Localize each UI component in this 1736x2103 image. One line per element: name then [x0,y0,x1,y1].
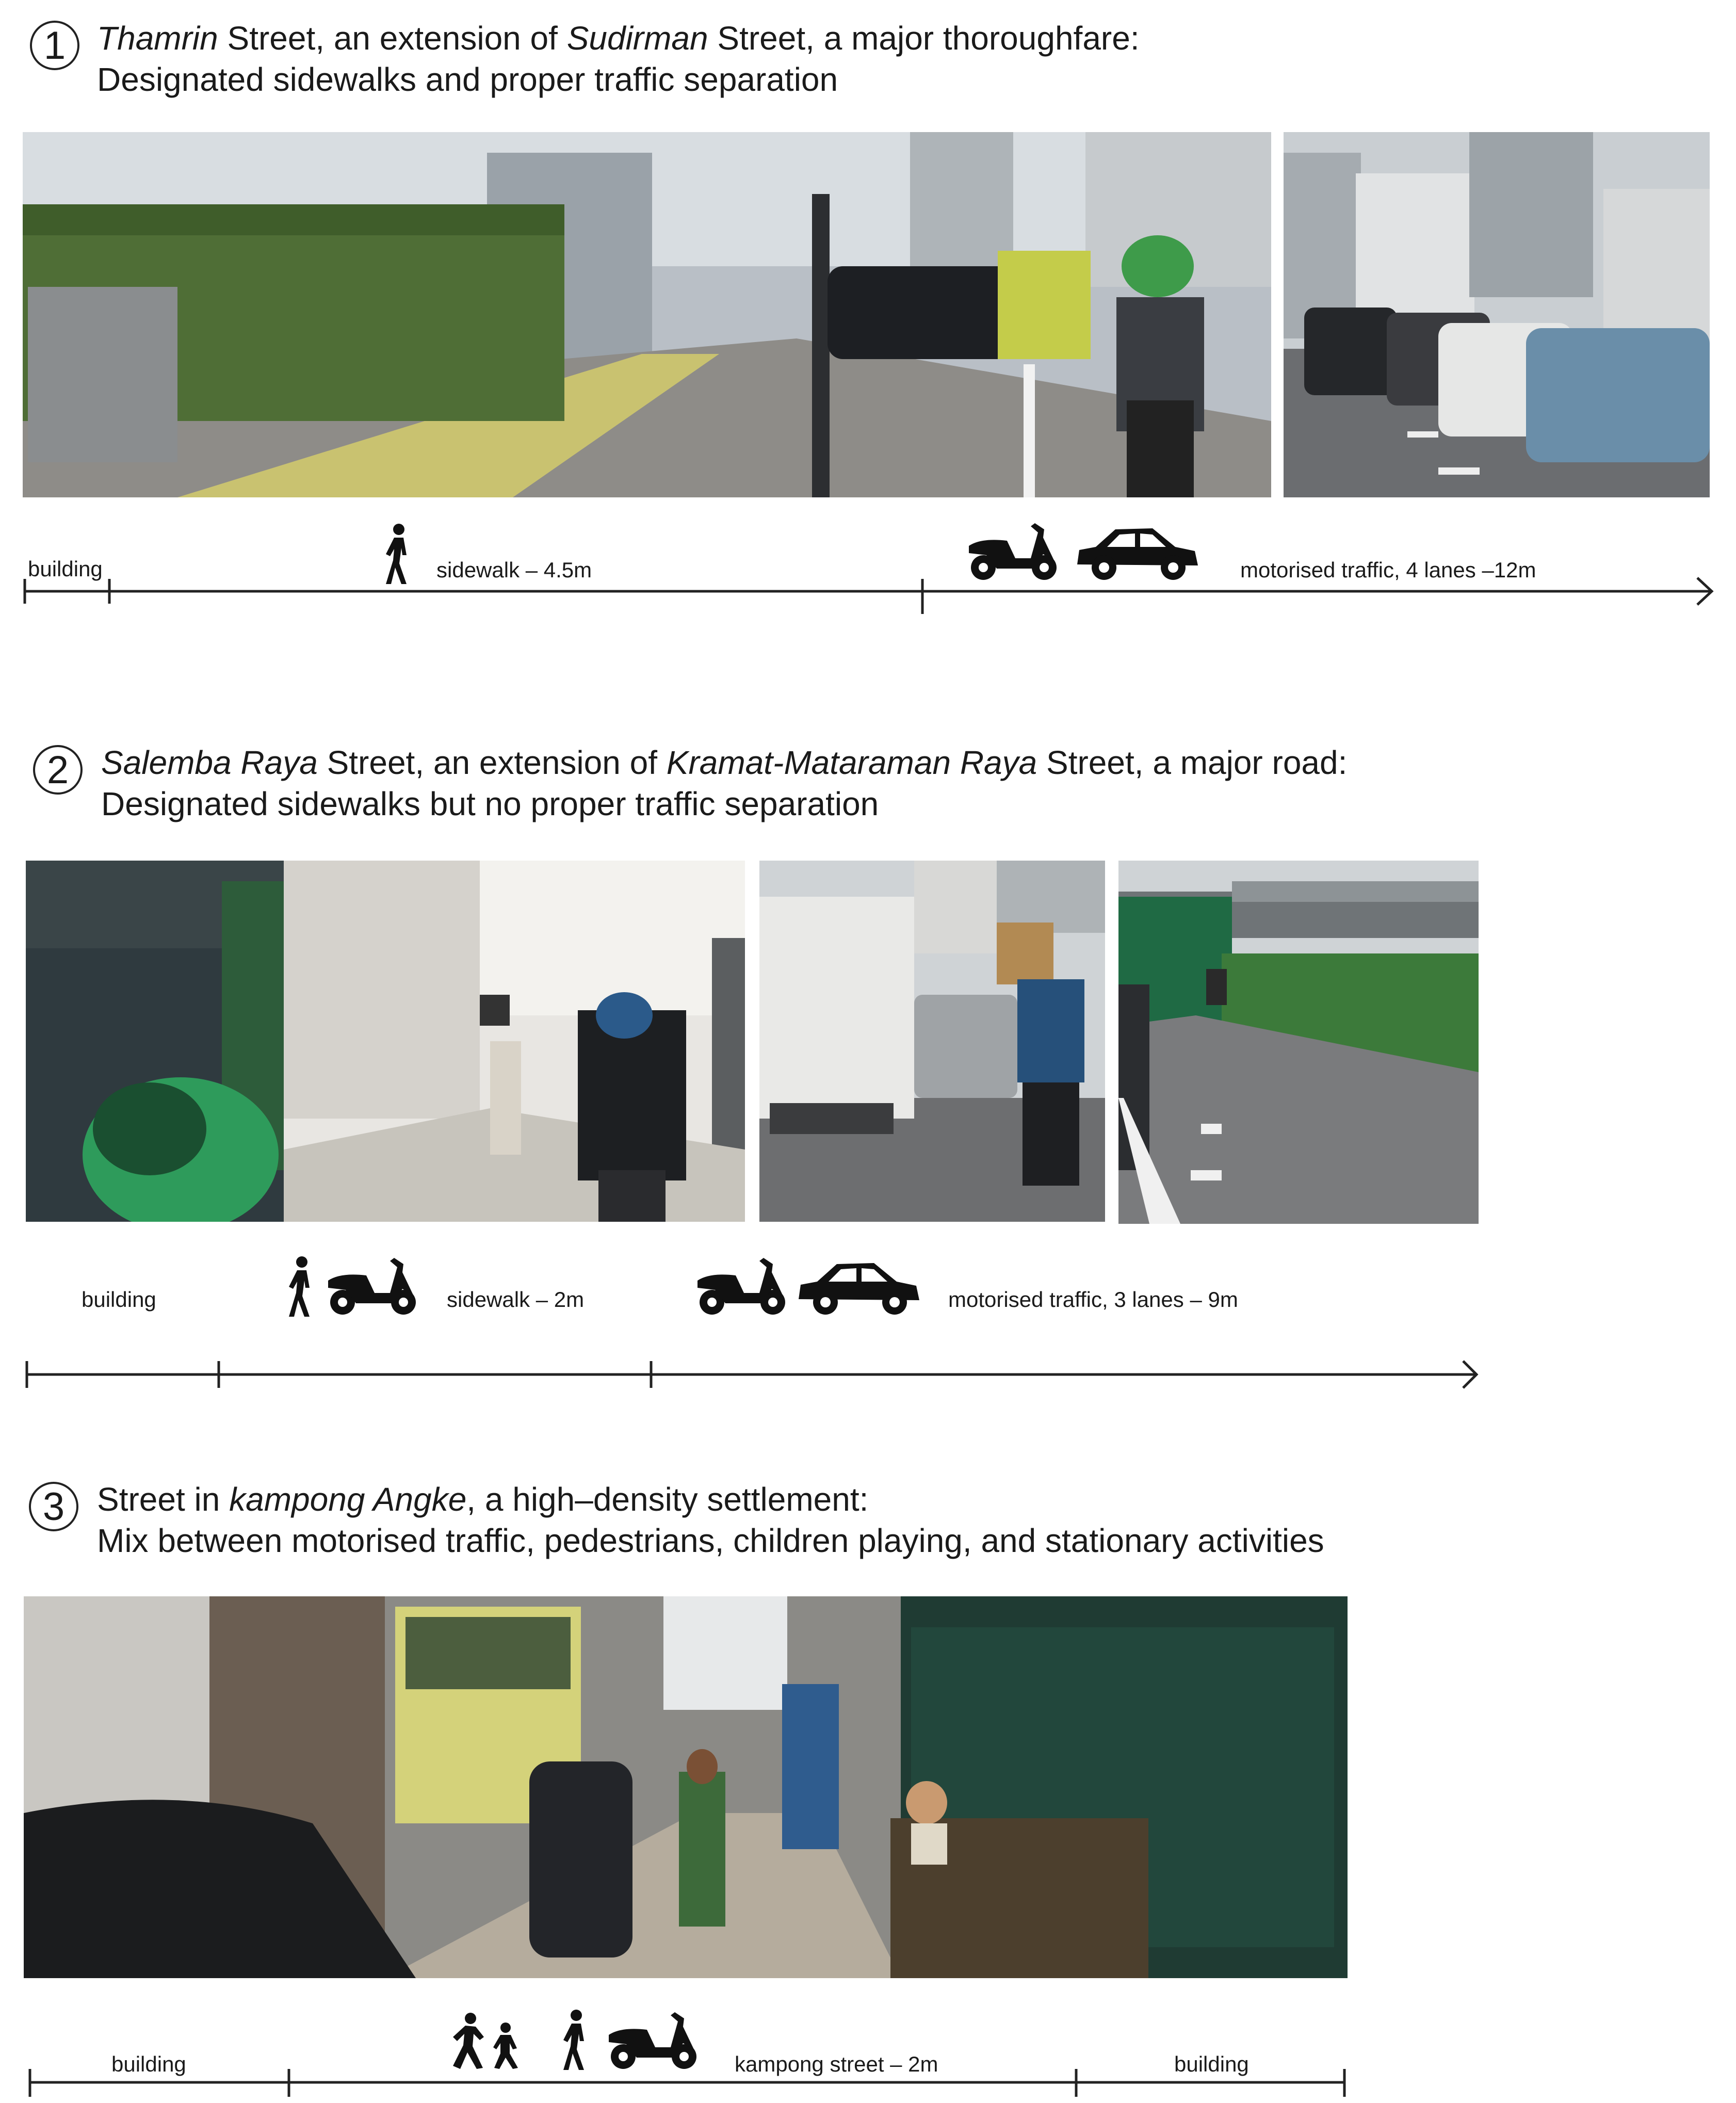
car-icon [1075,524,1200,582]
car-icon [797,1259,921,1317]
street-name: Thamrin [97,20,218,57]
section-subtitle: Designated sidewalks but no proper traffic separation [101,785,879,822]
title-text: Street, a major thoroughfare: [708,20,1140,57]
kampong-street-label: kampong street – 2m [735,2052,938,2076]
street-name: kampong Angke [229,1481,467,1518]
street-photo [26,861,745,1222]
title-text: Street, a major road: [1037,744,1348,781]
section-number: 3 [29,1482,78,1531]
street-photo [1118,861,1479,1224]
section-number: 2 [33,745,83,795]
scooter-icon [694,1257,790,1317]
title-text: Street, an extension of [218,20,567,57]
scooter-icon [325,1257,421,1317]
scooter-icon [606,2011,702,2071]
scooter-icon [966,522,1062,582]
street-name: Sudirman [566,20,708,57]
pedestrian-icon [283,1256,319,1318]
street-name: Kramat-Mataraman Raya [666,744,1037,781]
section-number: 1 [30,21,79,70]
sidewalk-label: sidewalk – 2m [447,1287,585,1312]
street-photo [1284,132,1710,497]
building-label: building [1174,2052,1249,2076]
section-kampong-angke [0,1455,1736,2103]
section-title [97,18,1140,59]
section-thamrin [0,0,1736,671]
title-text: Street, an extension of [317,744,667,781]
street-photo [23,132,1271,497]
pedestrian-icon [557,2009,593,2071]
section-title [101,742,1347,783]
building-label: building [111,2052,186,2076]
cross-section-axis [0,1316,1736,1393]
sidewalk-label: sidewalk – 4.5m [436,558,592,582]
building-label: building [82,1287,156,1312]
title-text: , a high–density settlement: [466,1481,869,1518]
section-subtitle: Designated sidewalks and proper traffic separation [97,61,838,98]
street-photo [759,861,1105,1222]
building-label: building [28,557,103,581]
children-playing-icon [450,2012,528,2070]
section-title [97,1479,868,1520]
section-salemba-raya [0,722,1736,1393]
traffic-label: motorised traffic, 3 lanes – 9m [948,1287,1238,1312]
title-text: Street in [97,1481,230,1518]
pedestrian-icon [380,523,416,585]
traffic-label: motorised traffic, 4 lanes –12m [1240,558,1536,582]
street-name: Salemba Raya [101,744,318,781]
street-photo [24,1596,1348,1978]
section-subtitle: Mix between motorised traffic, pedestrians, children playing, and stationary activities [97,1522,1324,1559]
